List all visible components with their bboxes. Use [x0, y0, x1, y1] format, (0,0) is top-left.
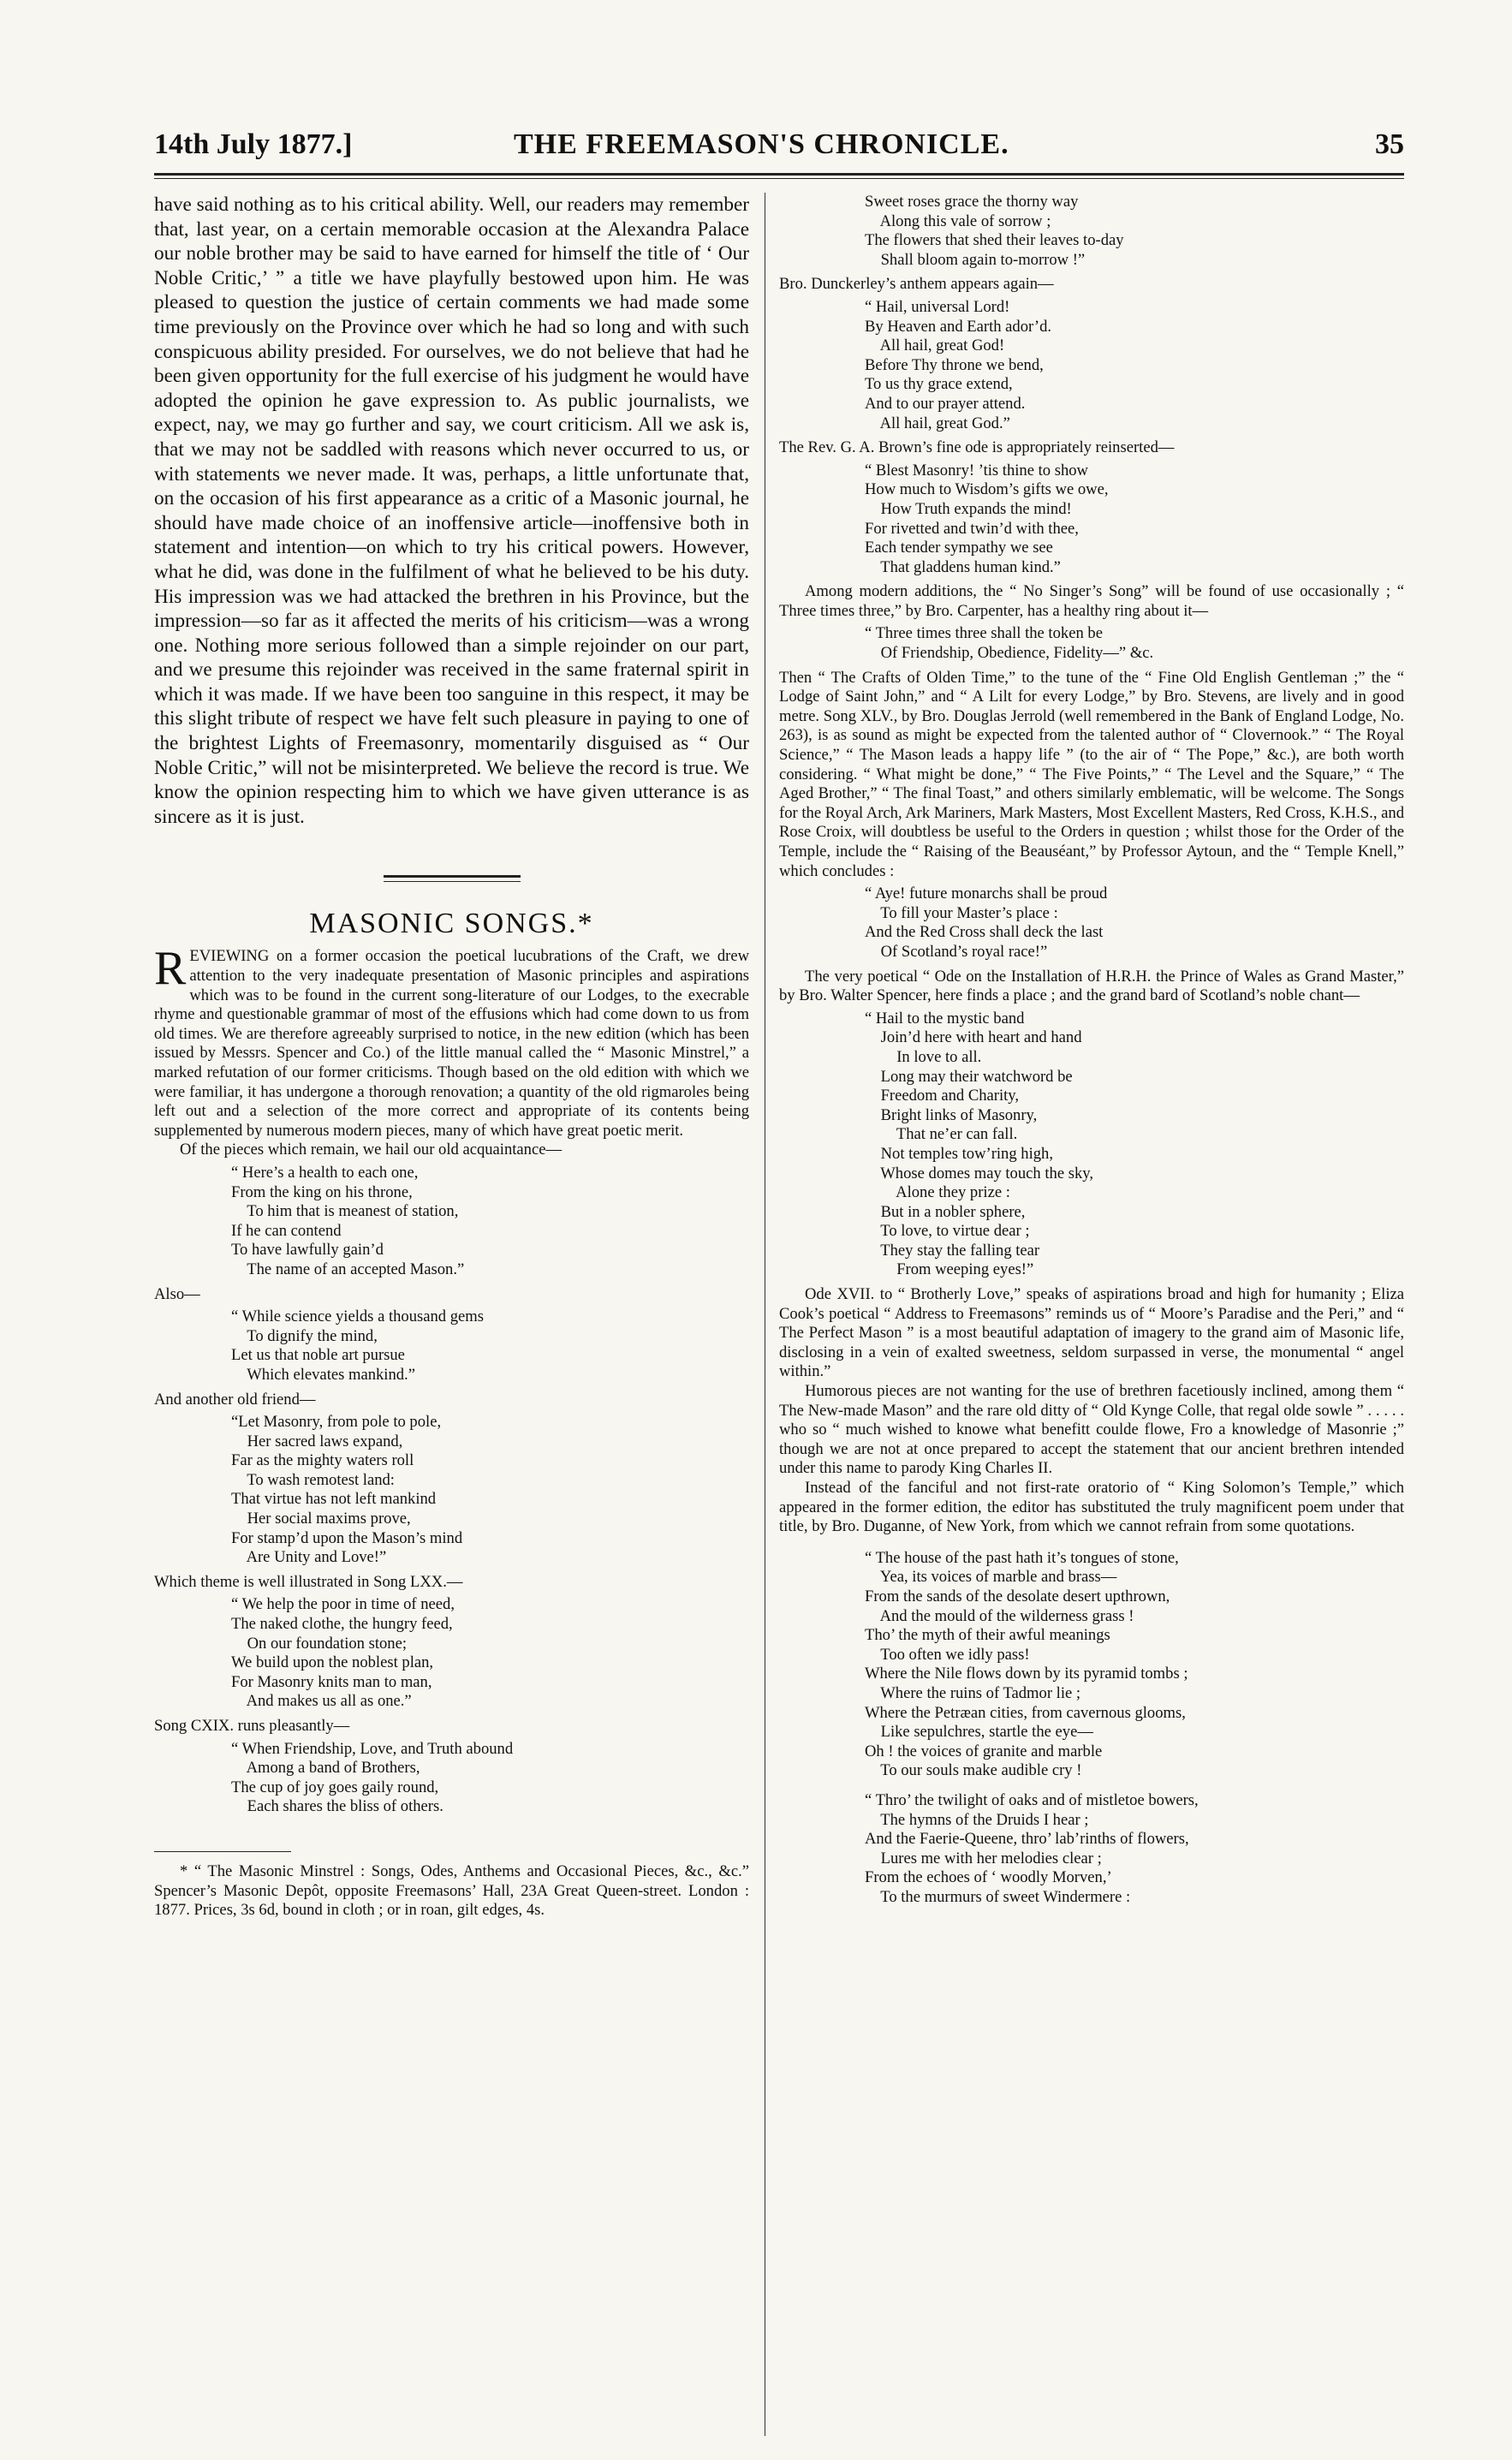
poem-line: Her sacred laws expand, [231, 1432, 403, 1450]
poem-line: That gladdens human kind.” [865, 557, 1061, 576]
poem-line: And the mould of the wilderness grass ! [865, 1606, 1134, 1625]
poem-line: Whose domes may touch the sky, [865, 1164, 1093, 1182]
poem-line: From weeping eyes!” [865, 1260, 1034, 1279]
header-date: 14th July 1877.] [154, 128, 353, 160]
poem-line: Which elevates mankind.” [231, 1365, 415, 1384]
poem-line: The hymns of the Druids I hear ; [865, 1810, 1089, 1829]
poem-line: Too often we idly pass! [865, 1645, 1030, 1664]
poem-when-friendship [154, 1740, 749, 1817]
poem-line: Like sepulchres, startle the eye— [865, 1723, 1093, 1742]
instead-text: Instead of the fanciful and not first-rate oratorio of “ King Solomon’s Temple,” which appeared in the former edition, the editor has substituted the truly magnificent poem under that title, by Bro. Duganne, of New York, from which we cannot refrain from some quotations. [779, 1479, 1404, 1536]
poem-line: “ Hail to the mystic band [865, 1009, 1025, 1027]
poem-line: To our souls make audible cry ! [865, 1761, 1082, 1780]
poem-line: How much to Wisdom’s gifts we owe, [865, 480, 1109, 499]
poem-line: To us thy grace extend, [865, 375, 1013, 394]
poem-line: “Let Masonry, from pole to pole, [231, 1413, 442, 1432]
poem-line: Tho’ the myth of their awful meanings [865, 1626, 1110, 1645]
poem-while-science [154, 1307, 749, 1385]
dunckerley-text: Bro. Dunckerley’s anthem appears again— [779, 275, 1054, 294]
poem-line: From the sands of the desolate desert upthrown, [865, 1587, 1170, 1605]
poem-let-masonry [154, 1413, 749, 1568]
poem-line: How Truth expands the mind! [865, 499, 1072, 518]
page-header [154, 128, 1404, 180]
songs-intro-text: EVIEWING on a former occasion the poetical lucubrations of the Craft, we drew attention to the very inadequate presentation of Masonic principles and aspirations which was to be found in the current song-literature of our Lodges, to the execrable rhyme and questionable grammar of most of the effusions which had come down to us from old times. We are therefore agreeably surprised to notice, in the new edition (which has been issued by Messrs. Spencer and Co.) of the little manual called the “ Masonic Minstrel,” a marked refutation of our former criticisms. Though based on the old edition with which we were familiar, it has undergone a thorough renovation; a quantity of the old rigmaroles being left out and a selection of the more correct and appropriate of its contents being supplemented by numerous modern pieces, many of which have great poetic merit. [154, 947, 749, 1140]
poem-line: Each tender sympathy we see [865, 539, 1053, 557]
poem-line: The cup of joy goes gaily round, [231, 1778, 439, 1796]
poem-line: Yea, its voices of marble and brass— [865, 1568, 1117, 1587]
poem-line: “ Blest Masonry! ’tis thine to show [865, 461, 1088, 479]
poem-line: “ Here’s a health to each one, [231, 1163, 419, 1182]
poem-line: To love, to virtue dear ; [865, 1222, 1030, 1241]
poem-line: Before Thy throne we bend, [865, 355, 1044, 374]
poem-line: Of Scotland’s royal race!” [865, 942, 1048, 961]
poem-line: Among a band of Brothers, [231, 1759, 420, 1778]
poem-line: Where the Petræan cities, from cavernous glooms, [865, 1703, 1186, 1722]
poem-line: On our foundation stone; [231, 1634, 408, 1653]
poem-line: To wash remotest land: [231, 1470, 395, 1489]
header-rule [154, 173, 1404, 176]
left-column [154, 193, 749, 1921]
poem-line: For Masonry knits man to man, [231, 1672, 432, 1691]
right-column [779, 193, 1404, 1912]
poem-line: Along this vale of sorrow ; [865, 211, 1051, 230]
header-title: THE FREEMASON'S CHRONICLE. [514, 128, 1009, 160]
poem-line: And to our prayer attend. [865, 394, 1026, 413]
poem-line: The flowers that shed their leaves to-day [865, 231, 1124, 250]
poem-line: They stay the falling tear [865, 1241, 1040, 1260]
poem-line: Freedom and Charity, [865, 1087, 1020, 1105]
poem-line: Far as the mighty waters roll [231, 1451, 414, 1470]
poem-line: For stamp’d upon the Mason’s mind [231, 1528, 463, 1547]
section-separator [384, 875, 521, 882]
poem-line: To him that is meanest of station, [231, 1202, 459, 1221]
poem-line: The naked clothe, the hungry feed, [231, 1615, 453, 1634]
poem-line: From the echoes of ‘ woodly Morven,’ [865, 1868, 1112, 1887]
poem-line: Lures me with her melodies clear ; [865, 1849, 1102, 1867]
ode-installation-text: The very poetical “ Ode on the Installation of H.R.H. the Prince of Wales as Grand Master,” by Bro. Walter Spencer, here finds a place ; and the grand bard of Scotland’s noble chant— [779, 967, 1404, 1005]
poem-line: Are Unity and Love!” [231, 1548, 387, 1567]
poem-line: To have lawfully gain’d [231, 1241, 384, 1260]
poem-line: And the Red Cross shall deck the last [865, 923, 1104, 942]
modern-additions-text: Among modern additions, the “ No Singer’s Song” will be found of use occasionally ; “ Three times three,” by Bro. Carpenter, has a healthy ring about it— [779, 582, 1404, 620]
poem-line: Join’d here with heart and hand [865, 1028, 1082, 1047]
header-page-number: 35 [1375, 128, 1404, 160]
poem-line: To dignify the mind, [231, 1326, 378, 1345]
old-acquaintance-text: Of the pieces which remain, we hail our old acquaintance— [180, 1141, 563, 1159]
poem-line: “ When Friendship, Love, and Truth abound [231, 1739, 514, 1758]
poem-line: That virtue has not left mankind [231, 1490, 437, 1509]
poem-line: If he can contend [231, 1221, 342, 1240]
drop-cap: R [154, 942, 187, 996]
poem-line: We build upon the noblest plan, [231, 1653, 434, 1672]
poem-line: “ While science yields a thousand gems [231, 1307, 485, 1326]
crafts-text: Then “ The Crafts of Olden Time,” to the tune of the “ Fine Old English Gentleman ;” the “ Lodge of Saint John,” and “ A Lilt for every Lodge,” by Bro. Stevens, are lively and in good metre. Song XLV., by Bro. Douglas Jerrold (well remembered in the Bank of England Lodge, No. 263), is as sound as might be expected from the talented author of “ Clovernook.” “ The Royal Science,” “ The Mason leads a happy life ” (to the air of “ The Pope,” &c.), are both worth considering. “ What might be done,” “ The Five Points,” “ The Level and the Square,” “ The Aged Brother,” “ The final Toast,” and others similarly emblematic, will be welcome. The Songs for the Royal Arch, Ark Mariners, Mark Masters, Most Excellent Masters, Red Cross, K.H.S., and Rose Croix, will doubtless be useful to the Orders in question ; whilst those for the Order of the Temple, include the “ Raising of the Beauséant,” by Professor Aytoun, and the “ Temple Knell,” which concludes : [779, 668, 1404, 880]
another-friend-text: And another old friend— [154, 1390, 316, 1409]
poem-line: To the murmurs of sweet Windermere : [865, 1887, 1131, 1906]
song-cxix-text: Song CXIX. runs pleasantly— [154, 1717, 350, 1735]
ode-xvii-text: Ode XVII. to “ Brotherly Love,” speaks of aspirations broad and high for humanity ; Eliza Cook’s poetical “ Address to Freemasons” reminds us of “ Moore’s Paradise and the Peri,” and “ The Perfect Mason ” is a most beautiful adaptation of imagery to the grand aim of Masonic life, disclosing in a vein of exalted sweetness, seldom surpassed in verse, the monumental “ angel within.” [779, 1285, 1404, 1381]
poem-line: “ The house of the past hath it’s tongues of stone, [865, 1548, 1179, 1567]
poem-heres-a-health [154, 1164, 749, 1280]
poem-line: Her social maxims prove, [231, 1510, 411, 1528]
poem-line: Long may their watchword be [865, 1067, 1073, 1086]
poem-line: “ Hail, universal Lord! [865, 297, 1010, 316]
poem-line: Not temples tow’ring high, [865, 1144, 1054, 1163]
article-heading: MASONIC SONGS.* [309, 908, 594, 940]
poem-house-of-the-past [779, 1549, 1404, 1781]
poem-line: Oh ! the voices of granite and marble [865, 1742, 1103, 1760]
footnote-rule [154, 1851, 291, 1852]
editorial-paragraph: have said nothing as to his critical ability. Well, our readers may remember that, last year, on a certain memorable occasion at the Alexandra Palace our noble brother may be said to have earned for himself the title of ‘ Our Noble Critic,’ ” a title we have playfully bestowed upon him. He was pleased to question the justice of certain comments we had made some time previously on the Province over which he had so long and with such conspicuous ability presided. For ourselves, we do not believe that had he been given opportunity for the full exercise of his judgment he would have adopted the opinion he gave expression to. As public journalists, we expect, nay, we may go further and say, we court criticism. All we ask is, that we may not be saddled with reasons which never occurred to us, or with statements we never made. It was, perhaps, a little unfortunate that, on the occasion of his first appearance as a critic of a Masonic journal, he should have made choice of an inoffensive article—inoffensive both in statement and intention—on which to try his critical powers. However, what he did, was done in the fulfilment of what he believed to be his duty. His impression was we had attacked the brethren in his Province, but the impression—so far as it affected the merits of his criticism—was a wrong one. Nothing more serious followed than a simple rejoinder on our part, and we presume this rejoinder was received in the same fraternal spirit in which it was made. If we have been too sanguine in this respect, it may be this slight tribute of respect we have felt such pleasure in paying to one of the brightest Lights of Freemasonry, momentarily disguised as “ Our Noble Critic,” will not be misinterpreted. We believe the record is true. We know the opinion respecting him to which we have given utterance is as sincere as it is just. [154, 194, 749, 828]
poem-line: For rivetted and twin’d with thee, [865, 519, 1079, 538]
poem-sweet-roses [779, 193, 1404, 270]
poem-line: Shall bloom again to-morrow !” [865, 250, 1086, 269]
header-rule-thin [154, 178, 1404, 179]
poem-line: “ We help the poor in time of need, [231, 1595, 455, 1614]
poem-line: “ Thro’ the twilight of oaks and of mistletoe bowers, [865, 1790, 1199, 1809]
poem-line: Where the ruins of Tadmor lie ; [865, 1683, 1081, 1702]
songs-intro [154, 942, 749, 1141]
poem-we-help-the-poor [154, 1595, 749, 1712]
poem-line: And the Faerie-Queene, thro’ lab’rinths of flowers, [865, 1830, 1189, 1849]
poem-line: That ne’er can fall. [865, 1125, 1018, 1144]
poem-line: Alone they prize : [865, 1183, 1010, 1202]
humorous-text: Humorous pieces are not wanting for the use of brethren facetiously inclined, among them “ The New-made Mason” and the rare old ditty of “ Old Kynge Colle, that regal olde sowle ” . . . . . who so “ much wished to knowe what benefitt coulde flowe, Fro a knowledge of Masonrie ;” though we are not at once prepared to accept the statement that our ancient brethren intended under this name to parody King Charles II. [779, 1382, 1404, 1478]
poem-line: All hail, great God! [865, 337, 1005, 355]
also-text: Also— [154, 1284, 200, 1303]
poem-line: But in a nobler sphere, [865, 1202, 1026, 1221]
poem-thro-the-twilight [779, 1791, 1404, 1908]
brown-text: The Rev. G. A. Brown’s fine ode is appropriately reinserted— [779, 438, 1175, 457]
poem-line: Sweet roses grace the thorny way [865, 193, 1079, 211]
poem-blest-masonry [779, 462, 1404, 578]
poem-line: All hail, great God.” [865, 414, 1010, 432]
poem-line: “ Three times three shall the token be [865, 624, 1103, 643]
poem-line: And makes us all as one.” [231, 1692, 412, 1711]
poem-line: Let us that noble art pursue [231, 1346, 405, 1365]
poem-line: The name of an accepted Mason.” [231, 1260, 465, 1278]
poem-line: From the king on his throne, [231, 1182, 413, 1201]
poem-hail-to-the-mystic-band [779, 1010, 1404, 1280]
poem-line: Of Friendship, Obedience, Fidelity—” &c. [865, 644, 1154, 663]
poem-line: Each shares the bliss of others. [231, 1797, 443, 1816]
poem-hail-universal-lord [779, 298, 1404, 433]
theme-text: Which theme is well illustrated in Song LXX.— [154, 1572, 463, 1591]
poem-line: By Heaven and Earth ador’d. [865, 317, 1052, 336]
poem-line: In love to all. [865, 1047, 982, 1066]
poem-line: To fill your Master’s place : [865, 903, 1058, 922]
poem-three-times-three [779, 624, 1404, 663]
footnote: * “ The Masonic Minstrel : Songs, Odes, Anthems and Occasional Pieces, &c., &c.” Spencer’s Masonic Depôt, opposite Freemasons’ Hall, 23A Great Queen-street. London : 1877. Prices, 3s 6d, bound in cloth ; or in roan, gilt edges, 4s. [154, 1861, 749, 1920]
poem-line: Bright links of Masonry, [865, 1105, 1038, 1124]
poem-aye-future-monarchs [779, 885, 1404, 962]
poem-line: “ Aye! future monarchs shall be proud [865, 885, 1108, 903]
poem-line: Where the Nile flows down by its pyramid tombs ; [865, 1665, 1188, 1683]
